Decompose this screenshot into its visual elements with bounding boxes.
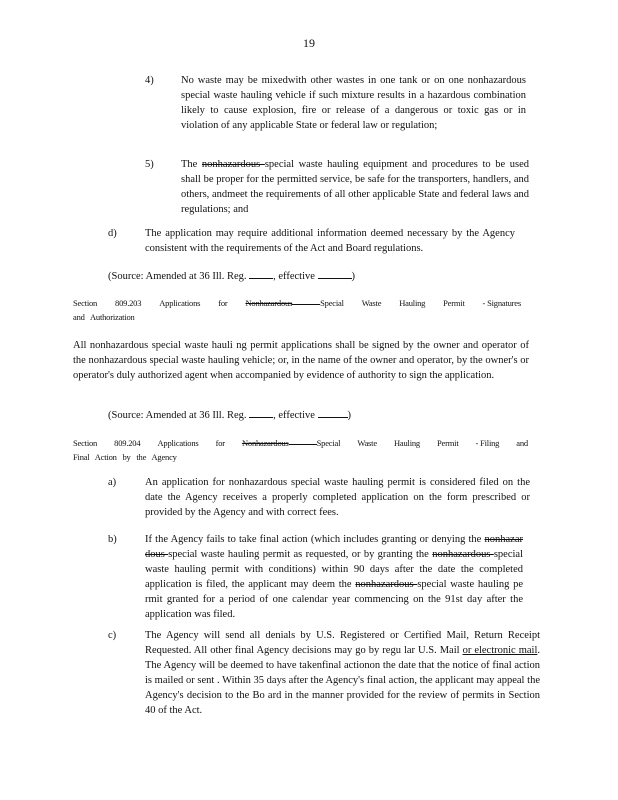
item-c-label: c)	[108, 630, 117, 641]
source-1-text: (Source: Amended at 36 Ill. Reg.	[108, 271, 250, 282]
item-a-text: An application for nonhazardous special waste hauling permit is considered filed on the date the Agency receives a properly completed application on the form prescribed or provided by the Agency and with correct fees.	[145, 477, 530, 518]
source-1-sep: , effective	[273, 271, 318, 282]
section-204-line2: Final Action by the Agency	[73, 452, 177, 462]
item-5-body: special waste hauling equipment and procedures to be used shall be proper for the permitted service, be safe for the transporters, handlers, and others, andmeet the requirements of all other applicable State and federal laws and regulations; and	[181, 159, 529, 215]
sec203-w2: 809.203	[115, 298, 142, 308]
item-b-t2: special waste hauling permit as requested, or by granting the	[168, 549, 433, 560]
item-b-t4: special waste hauling pe rmit granted for a period of one calendar year commencing on the 91st day after the application was filed.	[145, 579, 523, 620]
source-2-blank-date	[318, 407, 348, 418]
item-b-label: b)	[108, 534, 117, 545]
sec204-w1: Section	[73, 438, 98, 448]
sec203-w8: Permit	[443, 298, 465, 308]
sec203-w1: Section	[73, 298, 98, 308]
item-a-label: a)	[108, 477, 117, 488]
source-note-1: (Source: Amended at 36 Ill. Reg. , effective )	[108, 268, 355, 284]
item-b-t3: special waste hauling permit with conditions) within 90 days after the date the completed application is filed, the applicant may deem the	[145, 549, 523, 590]
item-c-t2: . The Agency will be deemed to have takenfinal actionon the date that the notice of final action is mailed or sent . Within 35 days after the Agency's final action, the applicant may appeal the Agency's decision to the Bo ard in the manner provided for the review of permits in Section 40 of the Act.	[145, 645, 540, 716]
sec203-w9: - Signatures	[482, 298, 521, 308]
section-203-paragraph: All nonhazardous special waste hauli ng permit applications shall be signed by the owner and operator of the nonhazardous special waste hauling vehicle; or, in the name of the owner and operator, by the owner's or operator's duly authorized agent when accompanied by evidence of authority to sign the application.	[73, 340, 529, 381]
source-1-blank-date	[318, 268, 352, 279]
item-b-s1: nonhazar dous	[145, 534, 523, 560]
sec203-w3: Applications	[159, 298, 201, 308]
page-number: 19	[303, 36, 315, 50]
sec203-w7: Hauling	[399, 298, 426, 308]
item-b-s2: nonhazardous	[432, 549, 494, 560]
source-1-blank-reg	[249, 268, 273, 279]
item-c-t1: The Agency will send all denials by U.S. Registered or Certified Mail, Return Receipt Requested. All other final Agency decisions may go by regu lar U.S. Mail	[145, 630, 540, 656]
sec204-w7: Hauling	[393, 438, 420, 448]
section-203-line1	[73, 296, 521, 310]
item-b-t1: If the Agency fails to take final action (which includes granting or denying the	[145, 534, 485, 545]
item-b-text	[145, 532, 523, 622]
source-note-2: (Source: Amended at 36 Ill. Reg. , effective )	[108, 407, 351, 423]
sec204-w2: 809.204	[114, 438, 141, 448]
item-c-underlined: or electronic mail	[462, 645, 538, 656]
item-4-label: 4)	[145, 75, 154, 86]
item-4-text: No waste may be mixedwith other wastes in one tank or on one nonhazardous special waste hauling vehicle if such mixture results in a hazardous combination likely to cause explosion, fire or release of a dangerous or toxic gas or in violation of any applicable State or federal law or regulation;	[181, 75, 526, 131]
section-204-heading	[73, 436, 528, 464]
sec204-struck: Nonhazardous	[241, 438, 289, 448]
item-c-text	[145, 628, 540, 718]
sec203-struck: Nonhazardous	[245, 298, 293, 308]
source-2-blank-reg	[249, 407, 273, 418]
source-2-sep: , effective	[273, 410, 318, 421]
sec204-w4: for	[215, 438, 225, 448]
sec204-w5: Special	[316, 438, 341, 448]
sec204-w6: Waste	[357, 438, 377, 448]
source-2-text: (Source: Amended at 36 Ill. Reg.	[108, 410, 250, 421]
sec203-w6: Waste	[361, 298, 382, 308]
item-5-text	[181, 157, 529, 217]
item-b-s3: nonhazardous	[355, 579, 418, 590]
section-204-line1	[73, 436, 528, 450]
item-d-text: The application may require additional information deemed necessary by the Agency consistent with the requirements of the Act and Board regulations.	[145, 228, 515, 254]
item-5-pre: The	[181, 159, 202, 170]
sec204-w10: and	[516, 438, 528, 448]
item-5-struck: nonhazardous	[201, 159, 265, 170]
section-203-heading	[73, 296, 521, 324]
item-d-label: d)	[108, 228, 117, 239]
item-5-label: 5)	[145, 159, 154, 170]
section-203-line2: and Authorization	[73, 312, 135, 322]
sec204-w8: Permit	[437, 438, 459, 448]
sec204-w9: - Filing	[475, 438, 500, 448]
sec203-w4: for	[218, 298, 228, 308]
sec203-w5: Special	[320, 298, 344, 308]
sec204-w3: Applications	[157, 438, 199, 448]
